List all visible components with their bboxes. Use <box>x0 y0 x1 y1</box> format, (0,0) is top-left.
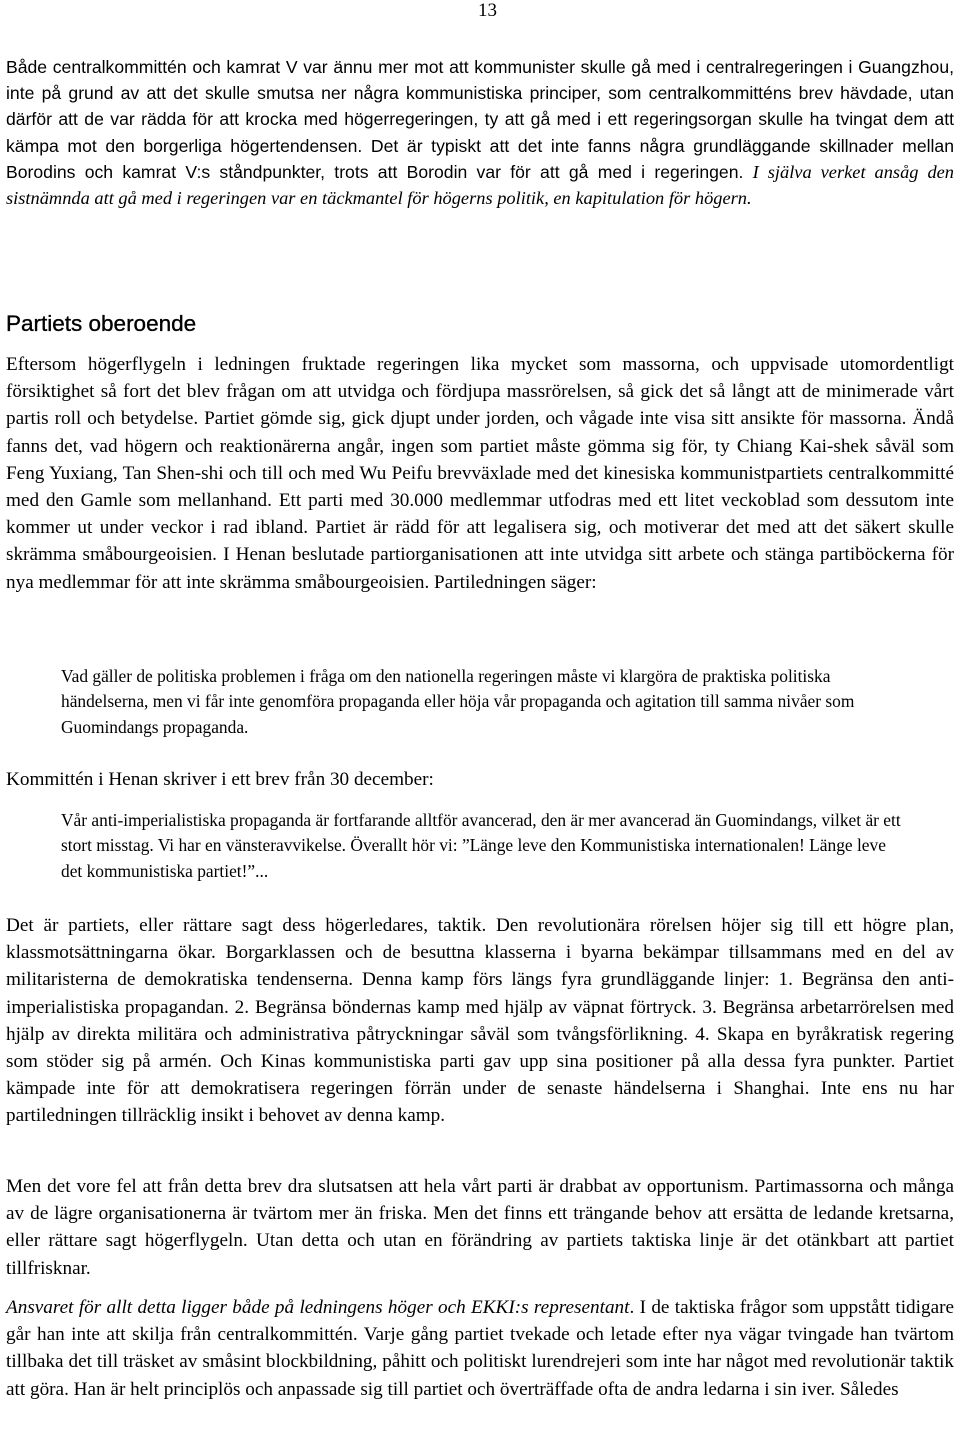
paragraph-1: Eftersom högerflygeln i ledningen fruktade regeringen lika mycket som massorna, och uppvisade utomordentligt försiktighet så fort det blev frågan om att utvidga och fördjupa massrörelsen, så gick det så långt att de minimerade vårt partis roll och betydelse. Partiet gömde sig, gick djupt under jorden, och vågade inte visa sitt ansikte för massorna. Ändå fanns det, vad högern och reaktionärerna angår, ingen som partiet måste gömma sig för, ty Chiang Kai-shek såväl som Feng Yuxiang, Tan Shen-shi och till och med Wu Peifu brevväxlade med det kinesiska kommunistpartiets centralkommitté med den Gamle som mellanhand. Ett parti med 30.000 medlemmar utfodras med ett litet veckoblad som dessutom inte kommer ut under veckor i rad ibland. Partiet är rädd för att legalisera sig, och motiverar det med att det säkert skulle skrämma småbourgeoisien. I Henan beslutade partiorganisationen att inte utvidga sitt arbete och stänga partiböckerna för nya medlemmar för att inte skrämma småbourgeoisien. Partiledningen säger: <box>6 354 954 593</box>
paragraph-5 <box>6 1294 954 1403</box>
block-quote-2: Vår anti-imperialistiska propaganda är fortfarande alltför avancerad, den är mer avancerad än Guomindangs, vilket är ett stort misstag. Vi har en vänsteravvikelse. Överallt hör vi: ”Länge leve den Kommunistiska internationalen! Länge leve det kommunistiska partiet!”... <box>61 810 901 881</box>
paragraph-5-text: . I de taktiska frågor som uppstått tidigare går han inte att skilja från centralkommittén. Varje gång partiet tvekade och letade efter nya vägar tvingade han tvärtom tillbaka det till träsket av småsint blockbildning, påhitt och politiskt lurendrejeri som inte har något med revolutionär taktik att göra. Han är helt principlös och anpassade sig till partiet och överträffade ofta de andra ledarna i sin iver. Således <box>6 1297 954 1400</box>
page-number: 13 <box>478 0 497 21</box>
paragraph-2: Kommittén i Henan skriver i ett brev från 30 december: <box>6 769 434 790</box>
intro-text: Både centralkommittén och kamrat V var ännu mer mot att kommunister skulle gå med i centralregeringen i Guangzhou, inte på grund av att det skulle smutsa ner några kommunistiska principer, som centralkommitténs brev hävdade, utan därför att de var rädda för att krocka med högerregeringen, ty att gå med i ett regeringsorgan skulle ha tvingat dem att kämpa mot den borgerliga högertendensen. Det är typiskt att det inte fanns några grundläggande skillnader mellan Borodins och kamrat V:s ståndpunkter, trots att Borodin var för att gå med i regeringen. <box>6 57 954 182</box>
intro-italic-text: I själva verket ansåg den sistnämnda att gå med i regeringen var en täckmantel för högerns politik, en kapitulation för högern. <box>6 161 955 209</box>
block-quote-1: Vad gäller de politiska problemen i fråga om den nationella regeringen måste vi klargöra de praktiska politiska händelserna, men vi får inte genomföra propaganda eller höja vår propaganda och agitation till samma nivåer som Guomindangs propaganda. <box>61 666 855 737</box>
paragraph-4: Men det vore fel att från detta brev dra slutsatsen att hela vårt parti är drabbat av opportunism. Partimassorna och många av de lägre organisationerna är tvärtom mer än friska. Men det finns ett trängande behov att ersätta de ledande kretsarna, eller rättare sagt högerflygeln. Utan detta och utan en förändring av partiets taktiska linje är det otänkbart att partiet tillfrisknar. <box>6 1176 954 1279</box>
paragraph-5-italic: Ansvaret för allt detta ligger både på ledningens höger och EKKI:s representant <box>6 1297 630 1318</box>
section-heading: Partiets oberoende <box>6 311 197 336</box>
intro-paragraph <box>6 54 954 211</box>
paragraph-3: Det är partiets, eller rättare sagt dess högerledares, taktik. Den revolutionära rörelsen höjer sig till ett högre plan, klassmotsättningarna ökar. Borgarklassen och de besuttna klasserna i byarna bekämpar tillsammans med en del av militaristerna de demokratiska tendenserna. Denna kamp förs längs fyra grundläggande linjer: 1. Begränsa den anti-imperialistiska propagandan. 2. Begränsa böndernas kamp med hjälp av väpnat förtryck. 3. Begränsa arbetarrörelsen med hjälp av direkta militära och administrativa påtryckningar såväl som tvångsförlikning. 4. Skapa en byråkratisk regering som stöder sig på armén. Och Kinas kommunistiska parti gav upp sina positioner på alla dessa fyra punkter. Partiet kämpade inte för att demokratisera regeringen förrän under de senaste händelserna i Shanghai. Inte ens nu har partiledningen tillräcklig insikt i behovet av denna kamp. <box>6 915 954 1127</box>
